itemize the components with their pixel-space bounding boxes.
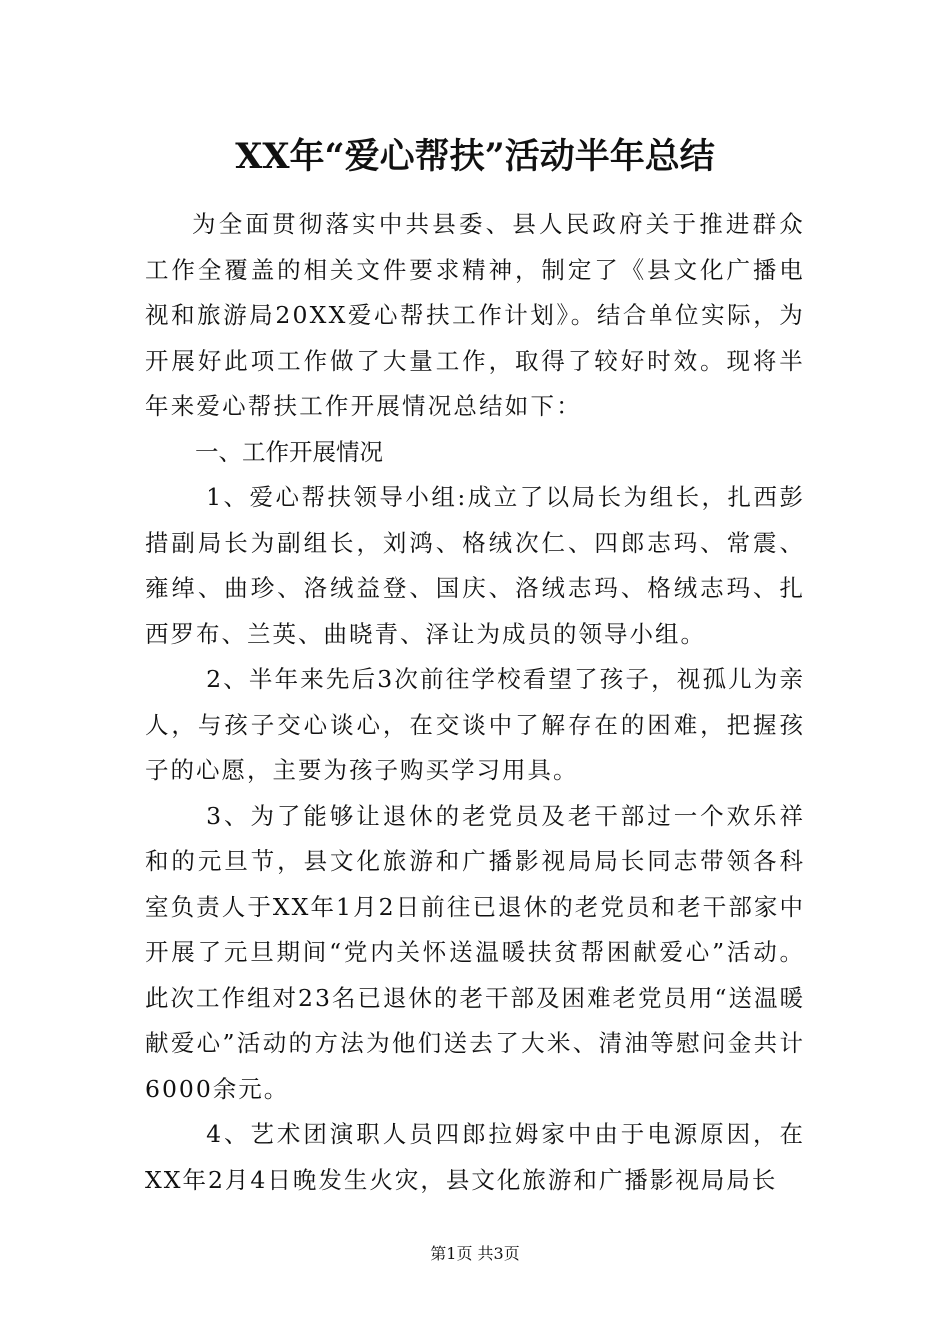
section-heading: 一、工作开展情况 — [195, 437, 383, 466]
list-item: 3、为了能够让退休的老党员及老干部过一个欢乐祥和的元旦节，县文化旅游和广播影视局局长同志带领各科室负责人于XX年1月2日前往已退休的老党员和老干部家中开展了元旦期间“党内关怀送温暖扶贫帮困献爱心”活动。此次工作组对23名已退休的老干部及困难老党员用“送温暖献爱心”活动的方法为他们送去了大米、清油等慰问金共计6000余元。 — [145, 801, 805, 1103]
list-item: 4、艺术团演职人员四郎拉姆家中由于电源原因，在XX年2月4日晚发生火灾，县文化旅游和广播影视局局长 — [145, 1120, 805, 1194]
list-item: 1、爱心帮扶领导小组:成立了以局长为组长，扎西彭措副局长为副组长，刘鸿、格绒次仁、四郎志玛、常震、雍绰、曲珍、洛绒益登、国庆、洛绒志玛、格绒志玛、扎西罗布、兰英、曲晓青、泽让为成员的领导小组。 — [145, 483, 805, 648]
list-item: 2、半年来先后3次前往学校看望了孩子，视孤儿为亲人，与孩子交心谈心，在交谈中了解存在的困难，把握孩子的心愿，主要为孩子购买学习用具。 — [145, 665, 805, 784]
intro-paragraph: 为全面贯彻落实中共县委、县人民政府关于推进群众工作全覆盖的相关文件要求精神，制定了《县文化广播电视和旅游局20XX爱心帮扶工作计划》。结合单位实际，为开展好此项工作做了大量工作，取得了较好时效。现将半年来爱心帮扶工作开展情况总结如下： — [145, 210, 805, 420]
document-body — [145, 202, 805, 1203]
document-title: XX年“爱心帮扶”活动半年总结 — [235, 136, 715, 177]
page-footer: 第1页 共3页 — [430, 1244, 520, 1263]
